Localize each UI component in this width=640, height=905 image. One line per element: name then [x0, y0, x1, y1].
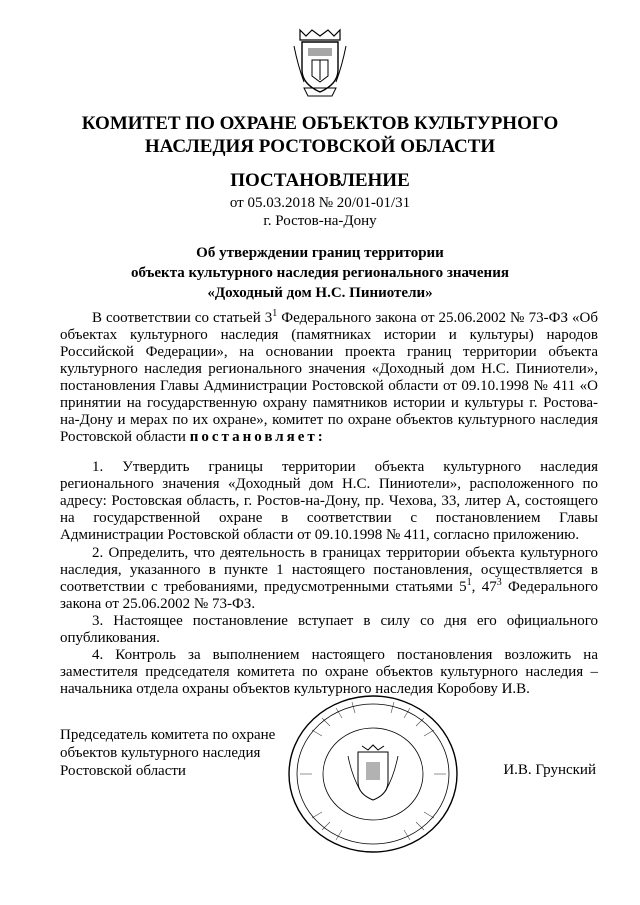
item-2: 2. Определить, что деятельность в границах территории объекта культурного наследия, указанного в пункте 1 настоящего постановления, осуществляется в соответствии с требованиями, предусмотренными статьями $5^1$, $47^3$ Федерального закона от 25.06.2002 № 73-ФЗ.: [60, 545, 598, 612]
org-name-line2: НАСЛЕДИЯ РОСТОВСКОЙ ОБЛАСТИ: [144, 136, 496, 157]
city: г. Ростов-на-Дону: [263, 213, 377, 229]
official-seal-icon: [282, 690, 464, 858]
resolves-word: постановляет:: [189, 429, 326, 445]
signatory-position: [60, 726, 275, 780]
subject-line3: «Доходный дом Н.С. Пиниотели»: [207, 285, 433, 301]
org-name-line1: КОМИТЕТ ПО ОХРАНЕ ОБЪЕКТОВ КУЛЬТУРНОГО: [81, 113, 559, 134]
document-type: ПОСТАНОВЛЕНИЕ: [230, 170, 410, 191]
coat-of-arms-icon: [292, 26, 348, 98]
item-1: 1. Утвердить границы территории объекта культурного наследия регионального значения «Доходный дом Н.С. Пиниотели», расположенного по адресу: Ростовская область, г. Ростов-на-Дону, пр. Чехова, 33, литер А, состоящего на государственной охране в соответствии с постановлением Главы Администрации Ростовской области от 09.10.1998 № 411, согласно приложению.: [60, 459, 598, 543]
position-line1: Председатель комитета по охране: [60, 727, 276, 743]
preamble-paragraph: В соответствии со статьей $3^1$ Федерального закона от 25.06.2002 № 73-ФЗ «Об объектах культурного наследия (памятниках истории и культуры) народов Российской Федерации», на основании проекта границ территории объекта культурного наследия регионального значения «Доходный дом Н.С. Пиниотели», постановления Главы Администрации Ростовской области от 09.10.1998 № 411 «О принятии на государственную охрану памятников истории и культуры г. Ростова-на-Дону и мерах по их охране», комитет по охране объектов культурного наследия Ростовской области постановляет:: [60, 308, 599, 445]
item-3: 3. Настоящее постановление вступает в силу со дня его официального опубликования.: [60, 613, 598, 646]
subject-line1: Об утверждении границ территории: [196, 245, 444, 261]
signatory-name: И.В. Грунский: [503, 762, 596, 778]
item-4: 4. Контроль за выполнением настоящего постановления возложить на заместителя председателя комитета по охране объектов культурного наследия – начальника отдела охраны объектов культурного наследия Коробову И.В.: [60, 647, 598, 697]
position-line2: объектов культурного наследия: [60, 745, 261, 761]
position-line3: Ростовской области: [60, 763, 186, 779]
date-number: от 05.03.2018 № 20/01-01/31: [229, 195, 411, 211]
subject-line2: объекта культурного наследия регионального значения: [131, 265, 509, 281]
